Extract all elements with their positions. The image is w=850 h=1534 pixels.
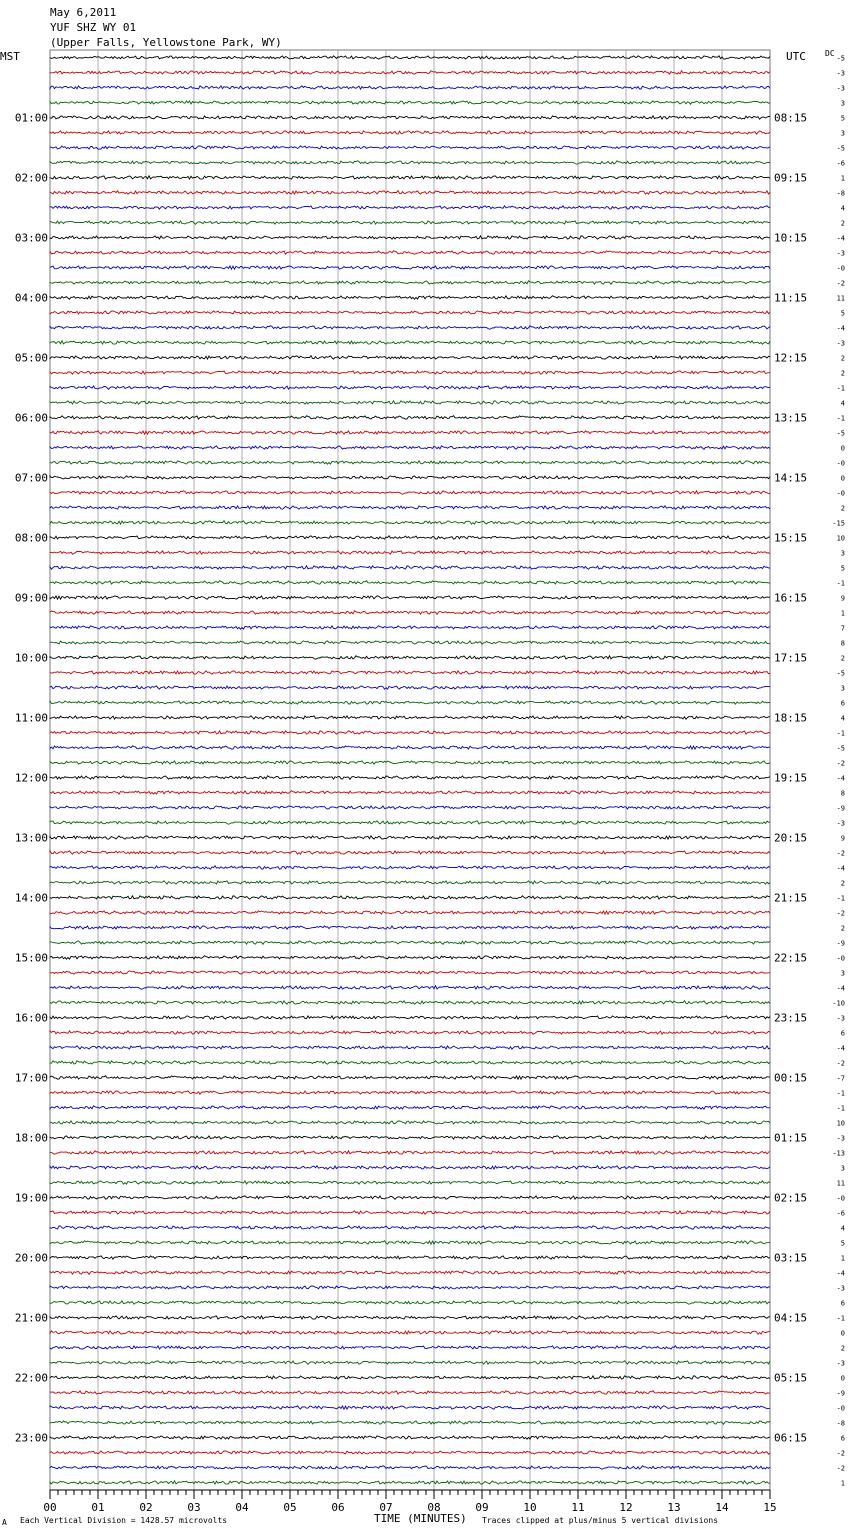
dc-offset-label: 3 xyxy=(840,129,845,138)
seismic-trace xyxy=(50,431,770,434)
seismic-trace xyxy=(50,236,770,239)
dc-offset-label: 1 xyxy=(840,1479,845,1488)
seismic-trace xyxy=(50,536,770,540)
dc-offset-label: -4 xyxy=(836,1269,845,1278)
dc-offset-label: -5 xyxy=(836,669,845,678)
seismic-trace xyxy=(50,671,770,674)
dc-offset-label: -1 xyxy=(836,1104,845,1113)
dc-offset-label: -1 xyxy=(836,1314,845,1323)
dc-offset-label: 2 xyxy=(840,924,845,933)
utc-hour-label: 14:15 xyxy=(774,471,808,485)
seismic-trace xyxy=(50,686,770,690)
mst-hour-label: 04:00 xyxy=(14,291,48,305)
dc-offset-label: -2 xyxy=(836,759,845,768)
seismic-trace xyxy=(50,716,770,719)
mst-hour-label: 07:00 xyxy=(14,471,48,485)
seismic-trace xyxy=(50,476,770,479)
utc-hour-label: 06:15 xyxy=(774,1431,808,1445)
seismic-trace xyxy=(50,161,770,165)
dc-offset-label: -10 xyxy=(832,999,845,1008)
seismic-trace xyxy=(50,371,770,374)
seismic-trace xyxy=(50,596,770,599)
seismic-trace xyxy=(50,71,770,75)
dc-offset-label: 1 xyxy=(840,174,845,183)
vertical-division-note: Each Vertical Division = 1428.57 microvolts xyxy=(20,1516,228,1525)
dc-offset-label: 7 xyxy=(840,624,845,633)
seismic-trace xyxy=(50,491,770,495)
mst-hour-label: 15:00 xyxy=(14,951,48,965)
mst-hour-label: 14:00 xyxy=(14,891,48,905)
dc-offset-label: -4 xyxy=(836,984,845,993)
dc-offset-label: 6 xyxy=(840,1434,845,1443)
seismic-trace xyxy=(50,1271,770,1275)
dc-offset-label: -5 xyxy=(836,54,845,63)
seismic-trace xyxy=(50,1316,770,1319)
seismic-trace xyxy=(50,746,770,750)
seismic-trace xyxy=(50,1286,770,1289)
seismic-trace xyxy=(50,1331,770,1335)
dc-offset-label: 3 xyxy=(840,99,845,108)
dc-offset-label: -4 xyxy=(836,324,845,333)
seismic-trace xyxy=(50,86,770,89)
dc-offset-label: -15 xyxy=(832,519,845,528)
dc-offset-label: 0 xyxy=(840,1374,845,1383)
seismic-trace xyxy=(50,506,770,509)
seismic-trace xyxy=(50,146,770,149)
chart-date: May 6,2011 xyxy=(50,6,117,19)
seismic-trace xyxy=(50,416,770,420)
dc-offset-label: -3 xyxy=(836,249,845,258)
seismic-trace xyxy=(50,176,770,179)
mst-hour-label: 05:00 xyxy=(14,351,48,365)
mst-hour-label: 12:00 xyxy=(14,771,48,785)
dc-offset-label: -9 xyxy=(836,939,845,948)
seismic-trace xyxy=(50,251,770,255)
seismic-trace xyxy=(50,641,770,644)
seismic-trace xyxy=(50,1376,770,1379)
seismic-trace xyxy=(50,656,770,660)
seismic-trace xyxy=(50,206,770,209)
utc-hour-label: 00:15 xyxy=(774,1071,808,1085)
dc-offset-label: -0 xyxy=(836,1194,845,1203)
seismic-trace xyxy=(50,1046,770,1049)
seismic-trace xyxy=(50,401,770,404)
seismic-trace xyxy=(50,851,770,855)
utc-hour-label: 05:15 xyxy=(774,1371,808,1385)
dc-offset-label: 0 xyxy=(840,1329,845,1338)
dc-offset-label: -2 xyxy=(836,1464,845,1473)
utc-hour-label: 12:15 xyxy=(774,351,808,365)
mst-hour-label: 22:00 xyxy=(14,1371,48,1385)
dc-offset-label: -3 xyxy=(836,1284,845,1293)
utc-hour-label: 08:15 xyxy=(774,111,808,125)
mst-hour-label: 06:00 xyxy=(14,411,48,425)
utc-hour-label: 15:15 xyxy=(774,531,808,545)
dc-offset-label: -2 xyxy=(836,1449,845,1458)
dc-offset-label: -0 xyxy=(836,264,845,273)
mst-hour-label: 20:00 xyxy=(14,1251,48,1265)
seismic-trace xyxy=(50,1346,770,1349)
dc-title: DC xyxy=(825,49,835,58)
seismic-trace xyxy=(50,1421,770,1425)
dc-offset-label: -4 xyxy=(836,234,845,243)
seismic-trace xyxy=(50,821,770,825)
seismic-trace xyxy=(50,461,770,465)
seismic-trace xyxy=(50,761,770,764)
dc-offset-label: -2 xyxy=(836,909,845,918)
dc-offset-label: 10 xyxy=(836,1119,845,1128)
utc-hour-label: 10:15 xyxy=(774,231,808,245)
dc-offset-label: -3 xyxy=(836,1014,845,1023)
dc-offset-label: -1 xyxy=(836,579,845,588)
dc-offset-label: -3 xyxy=(836,1134,845,1143)
dc-offset-label: 11 xyxy=(836,294,845,303)
x-tick-label: 11 xyxy=(571,1501,585,1514)
seismic-trace xyxy=(50,866,770,870)
seismic-trace xyxy=(50,701,770,705)
seismic-trace xyxy=(50,1121,770,1124)
dc-offset-label: 9 xyxy=(840,834,845,843)
mst-hour-label: 17:00 xyxy=(14,1071,48,1085)
dc-offset-label: 4 xyxy=(840,1224,845,1233)
x-tick-label: 09 xyxy=(475,1501,489,1514)
dc-offset-label: -1 xyxy=(836,414,845,423)
dc-offset-label: 4 xyxy=(840,714,845,723)
dc-offset-label: -2 xyxy=(836,279,845,288)
dc-offset-label: -5 xyxy=(836,744,845,753)
dc-offset-label: -0 xyxy=(836,954,845,963)
x-tick-label: 03 xyxy=(187,1501,201,1514)
x-tick-label: 07 xyxy=(379,1501,393,1514)
seismic-trace xyxy=(50,326,770,330)
utc-hour-label: 09:15 xyxy=(774,171,808,185)
seismic-trace xyxy=(50,776,770,780)
dc-offset-label: -3 xyxy=(836,69,845,78)
mst-hour-label: 02:00 xyxy=(14,171,48,185)
dc-offset-label: -5 xyxy=(836,429,845,438)
utc-hour-label: 19:15 xyxy=(774,771,808,785)
clip-note: Traces clipped at plus/minus 5 vertical divisions xyxy=(482,1516,719,1525)
dc-offset-label: 2 xyxy=(840,219,845,228)
utc-hour-label: 21:15 xyxy=(774,891,808,905)
dc-offset-label: -1 xyxy=(836,729,845,738)
dc-offset-label: 8 xyxy=(840,639,845,648)
seismic-trace xyxy=(50,1151,770,1155)
dc-offset-label: -13 xyxy=(832,1149,845,1158)
dc-offset-label: 11 xyxy=(836,1179,845,1188)
seismic-trace xyxy=(50,1256,770,1259)
seismic-trace xyxy=(50,956,770,960)
dc-offset-label: -2 xyxy=(836,849,845,858)
seismic-trace xyxy=(50,341,770,344)
x-tick-label: 14 xyxy=(715,1501,729,1514)
seismic-trace xyxy=(50,896,770,899)
dc-offset-label: -9 xyxy=(836,1389,845,1398)
chart-location: (Upper Falls, Yellowstone Park, WY) xyxy=(50,36,282,49)
mst-hour-label: 01:00 xyxy=(14,111,48,125)
seismic-trace xyxy=(50,1106,770,1110)
mst-hour-label: 19:00 xyxy=(14,1191,48,1205)
utc-hour-label: 01:15 xyxy=(774,1131,808,1145)
utc-hour-label: 03:15 xyxy=(774,1251,808,1265)
dc-offset-label: 4 xyxy=(840,204,845,213)
dc-offset-label: 1 xyxy=(840,609,845,618)
seismic-trace xyxy=(50,101,770,104)
dc-offset-label: -3 xyxy=(836,84,845,93)
dc-offset-label: -6 xyxy=(836,159,845,168)
seismic-trace xyxy=(50,1391,770,1395)
dc-offset-label: 5 xyxy=(840,114,845,123)
chart-station: YUF SHZ WY 01 xyxy=(50,21,137,34)
dc-offset-label: -8 xyxy=(836,189,845,198)
dc-offset-label: 3 xyxy=(840,684,845,693)
seismic-trace xyxy=(50,1481,770,1484)
dc-offset-label: -9 xyxy=(836,804,845,813)
utc-hour-label: 20:15 xyxy=(774,831,808,845)
mst-hour-label: 18:00 xyxy=(14,1131,48,1145)
seismic-trace xyxy=(50,731,770,734)
dc-offset-label: -2 xyxy=(836,1059,845,1068)
seismic-trace xyxy=(50,356,770,360)
mst-hour-label: 08:00 xyxy=(14,531,48,545)
dc-offset-label: -5 xyxy=(836,144,845,153)
seismic-trace xyxy=(50,1031,770,1035)
seismic-trace xyxy=(50,386,770,390)
seismic-trace xyxy=(50,221,770,225)
dc-offset-label: 3 xyxy=(840,549,845,558)
x-tick-label: 01 xyxy=(91,1501,105,1514)
seismic-trace xyxy=(50,1211,770,1214)
dc-offset-label: 6 xyxy=(840,699,845,708)
mst-hour-label: 09:00 xyxy=(14,591,48,605)
x-tick-label: 04 xyxy=(235,1501,249,1514)
footer-mark: A xyxy=(2,1518,7,1527)
seismic-trace xyxy=(50,1166,770,1170)
seismic-trace xyxy=(50,1061,770,1064)
dc-offset-label: 6 xyxy=(840,1299,845,1308)
utc-hour-label: 16:15 xyxy=(774,591,808,605)
dc-offset-label: -8 xyxy=(836,1419,845,1428)
seismic-trace xyxy=(50,1466,770,1470)
mst-hour-label: 11:00 xyxy=(14,711,48,725)
dc-offset-label: 0 xyxy=(840,474,845,483)
utc-hour-label: 18:15 xyxy=(774,711,808,725)
seismic-trace xyxy=(50,1451,770,1454)
utc-axis-title: UTC xyxy=(786,50,806,63)
seismic-trace xyxy=(50,281,770,285)
seismic-trace xyxy=(50,791,770,795)
mst-hour-label: 10:00 xyxy=(14,651,48,665)
utc-hour-label: 13:15 xyxy=(774,411,808,425)
seismic-trace xyxy=(50,1196,770,1200)
seismic-trace xyxy=(50,116,770,119)
dc-offset-label: -3 xyxy=(836,1359,845,1368)
trace-group xyxy=(50,56,770,1484)
seismic-trace xyxy=(50,926,770,929)
seismic-trace xyxy=(50,941,770,945)
dc-offset-label: 5 xyxy=(840,564,845,573)
seismic-trace xyxy=(50,626,770,630)
seismic-trace xyxy=(50,446,770,450)
dc-offset-label: 4 xyxy=(840,399,845,408)
dc-offset-label: -0 xyxy=(836,489,845,498)
dc-offset-label: 6 xyxy=(840,1029,845,1038)
dc-offset-label: 3 xyxy=(840,969,845,978)
seismic-trace xyxy=(50,1181,770,1184)
mst-hour-label: 03:00 xyxy=(14,231,48,245)
dc-offset-label: 0 xyxy=(840,444,845,453)
dc-offset-label: -1 xyxy=(836,894,845,903)
seismic-trace xyxy=(50,911,770,915)
seismic-trace xyxy=(50,1406,770,1409)
dc-offset-label: -3 xyxy=(836,339,845,348)
dc-offset-label: 3 xyxy=(840,1164,845,1173)
dc-offset-label: -3 xyxy=(836,819,845,828)
dc-offset-label: 2 xyxy=(840,354,845,363)
seismic-trace xyxy=(50,551,770,554)
seismic-trace xyxy=(50,1001,770,1005)
seismic-trace xyxy=(50,296,770,300)
seismic-trace xyxy=(50,1361,770,1365)
dc-offset-label: -6 xyxy=(836,1209,845,1218)
dc-offset-label: 8 xyxy=(840,789,845,798)
dc-offset-label: 5 xyxy=(840,1239,845,1248)
seismic-trace xyxy=(50,581,770,585)
seismic-trace xyxy=(50,521,770,525)
utc-hour-label: 11:15 xyxy=(774,291,808,305)
dc-offset-label: 10 xyxy=(836,534,845,543)
dc-offset-label: -4 xyxy=(836,864,845,873)
seismic-trace xyxy=(50,881,770,884)
dc-offset-label: 2 xyxy=(840,369,845,378)
mst-hour-label: 21:00 xyxy=(14,1311,48,1325)
dc-offset-label: 2 xyxy=(840,654,845,663)
dc-offset-label: -1 xyxy=(836,384,845,393)
seismic-trace xyxy=(50,191,770,195)
mst-hour-label: 13:00 xyxy=(14,831,48,845)
seismic-trace xyxy=(50,611,770,615)
seismic-trace xyxy=(50,1301,770,1305)
x-tick-label: 05 xyxy=(283,1501,297,1514)
dc-offset-label: -0 xyxy=(836,1404,845,1413)
seismic-trace xyxy=(50,56,770,59)
utc-hour-label: 02:15 xyxy=(774,1191,808,1205)
mst-hour-label: 16:00 xyxy=(14,1011,48,1025)
seismic-trace xyxy=(50,1226,770,1230)
seismic-trace xyxy=(50,1016,770,1019)
dc-offset-label: -0 xyxy=(836,459,845,468)
dc-offset-label: 1 xyxy=(840,1254,845,1263)
x-tick-label: 06 xyxy=(331,1501,345,1514)
x-tick-label: 08 xyxy=(427,1501,441,1514)
seismic-trace xyxy=(50,1436,770,1440)
seismic-trace xyxy=(50,266,770,269)
x-tick-label: 02 xyxy=(139,1501,153,1514)
dc-offset-label: 5 xyxy=(840,309,845,318)
seismic-trace xyxy=(50,1241,770,1244)
seismic-trace xyxy=(50,836,770,839)
seismic-trace xyxy=(50,131,770,134)
dc-offset-label: 2 xyxy=(840,879,845,888)
x-tick-label: 10 xyxy=(523,1501,537,1514)
x-tick-label: 15 xyxy=(763,1501,777,1514)
utc-hour-label: 04:15 xyxy=(774,1311,808,1325)
seismic-trace xyxy=(50,971,770,974)
mst-axis-title: MST xyxy=(0,50,20,63)
dc-offset-label: -4 xyxy=(836,1044,845,1053)
seismic-trace xyxy=(50,986,770,990)
x-tick-label: 12 xyxy=(619,1501,633,1514)
dc-offset-label: -1 xyxy=(836,1089,845,1098)
utc-hour-label: 17:15 xyxy=(774,651,808,665)
x-axis-title: TIME (MINUTES) xyxy=(374,1512,467,1525)
seismic-trace xyxy=(50,806,770,809)
dc-offset-label: 2 xyxy=(840,1344,845,1353)
x-tick-label: 13 xyxy=(667,1501,681,1514)
mst-hour-label: 23:00 xyxy=(14,1431,48,1445)
dc-offset-labels xyxy=(832,55,845,1488)
x-tick-label: 00 xyxy=(43,1501,57,1514)
utc-hour-label: 23:15 xyxy=(774,1011,808,1025)
dc-offset-label: 9 xyxy=(840,594,845,603)
seismic-trace xyxy=(50,311,770,314)
seismic-trace xyxy=(50,566,770,569)
utc-hour-label: 22:15 xyxy=(774,951,808,965)
seismic-trace xyxy=(50,1091,770,1094)
dc-offset-label: -7 xyxy=(836,1074,845,1083)
dc-offset-label: -4 xyxy=(836,774,845,783)
x-axis xyxy=(43,1490,776,1514)
seismic-trace xyxy=(50,1136,770,1139)
dc-offset-label: 2 xyxy=(840,504,845,513)
seismic-trace xyxy=(50,1076,770,1080)
